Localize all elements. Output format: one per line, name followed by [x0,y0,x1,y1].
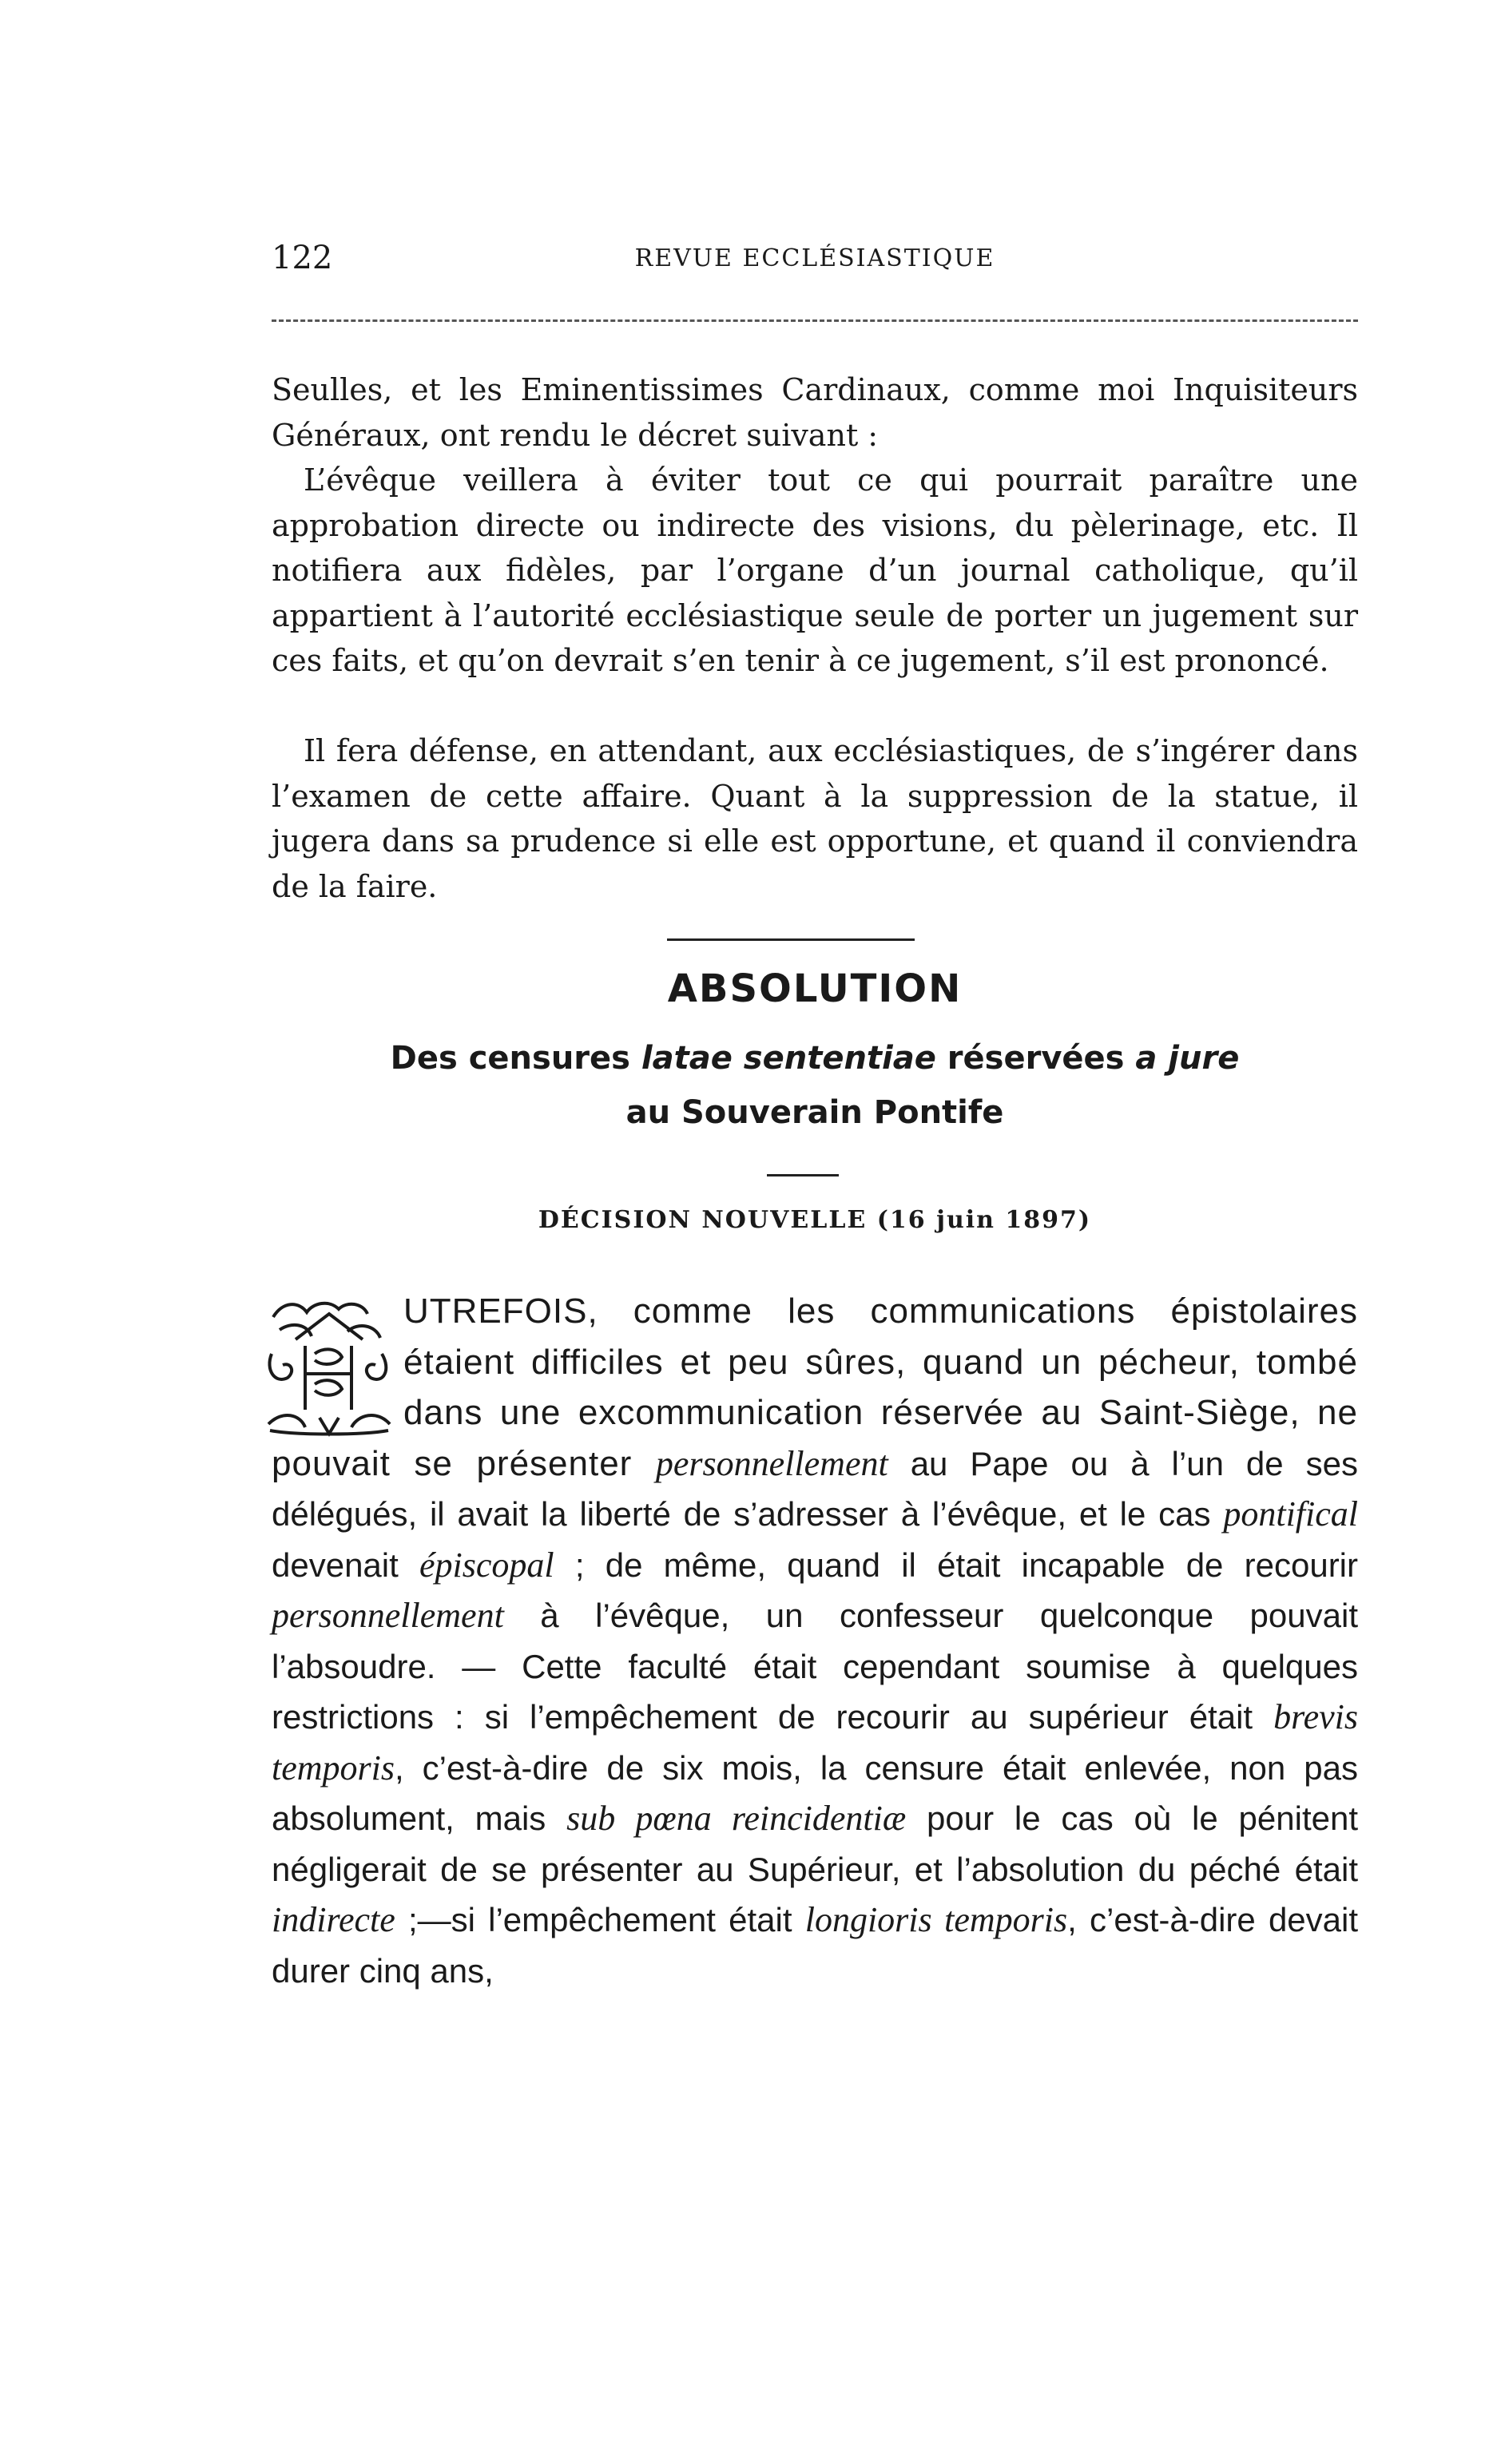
subtitle-italic-1: latae sententiae [641,1040,936,1077]
body-italic-04: personnellement [272,1596,504,1635]
section-divider [667,938,915,941]
running-title: REVUE ECCLÉSIASTIQUE [634,244,995,272]
body-text-08: ;—si l’empêchement était [395,1901,805,1938]
body-text-05: à l’évêque, un confesseur quelconque pouvait l’absoudre. — Cette faculté était cependant soumise à quelques restrictions : si l’empêchement de recourir au supérieur était [272,1597,1358,1736]
body-text-07: pour le cas où le pénitent négligerait de se présenter au Supérieur, et l’absolution du péché était [272,1799,1359,1888]
subtitle-text-2: réservées [935,1040,1136,1077]
body-italic-07: indirecte [272,1900,395,1939]
main-body-paragraph [272,1286,1358,1996]
subtitle-text-1: Des censures [390,1040,641,1077]
body-italic-03: épiscopal [419,1545,554,1585]
paragraph-bishop-duties: L’évêque veillera à éviter tout ce qui pourrait paraître une approbation directe ou indirecte des visions, du pèlerinage, etc. Il notifiera aux fidèles, par l’organe d’un journal catholique, qu’il appartient à l’autorité ecclésiastique seule de porter un jugement sur ces faits, et qu’on devrait s’en tenir à ce jugement, s’il est prononcé. [272,462,1358,678]
section-subtitle-line2: au Souverain Pontife [625,1094,1004,1131]
body-italic-05: brevis temporis [272,1697,1358,1787]
drop-cap-space [272,1286,403,1434]
body-text-02: au Pape ou à l’un de ses délégués, il avait la liberté de s’adresser à l’évêque, et le cas [272,1444,1358,1533]
paragraph-decree-intro: Seulles, et les Eminentissimes Cardinaux, comme moi Inquisiteurs Généraux, ont rendu le décret suivant : [272,372,1358,453]
body-italic-02: pontifical [1223,1494,1358,1534]
page-number: 122 [272,240,333,276]
body-text-09: , c’est-à-dire devait durer cinq ans, [272,1901,1359,1990]
subtitle-divider [767,1174,839,1176]
section-title: ABSOLUTION [667,966,963,1011]
body-italic-06: sub pœna reincidentiæ [566,1799,907,1838]
body-text-06: , c’est-à-dire de six mois, la censure était enlevée, non pas absolument, mais [272,1748,1358,1837]
body-italic-08: longioris temporis [804,1900,1068,1939]
body-text-04: ; de même, quand il était incapable de recourir [554,1545,1358,1584]
body-text-01: UTREFOIS, comme les communications épistolaires étaient difficiles et peu sûres, quand un pécheur, tombé dans une excommunication réservée au Saint-Siège, ne pouvait se présenter [272,1292,1358,1483]
decision-heading: DÉCISION NOUVELLE (16 juin 1897) [538,1206,1092,1234]
paragraph-defense: Il fera défense, en attendant, aux ecclésiastiques, de s’ingérer dans l’examen de cette affaire. Quant à la suppression de la statue, il jugera dans sa prudence si elle est opportune, et quand il conviendra de la faire. [272,733,1358,904]
section-subtitle-line1 [272,1040,1358,1077]
body-italic-01: personnellement [655,1443,888,1483]
header-rule [272,319,1358,322]
page-header [272,240,1358,288]
body-text-03: devenait [272,1545,419,1584]
subtitle-italic-2: a jure [1135,1040,1240,1077]
